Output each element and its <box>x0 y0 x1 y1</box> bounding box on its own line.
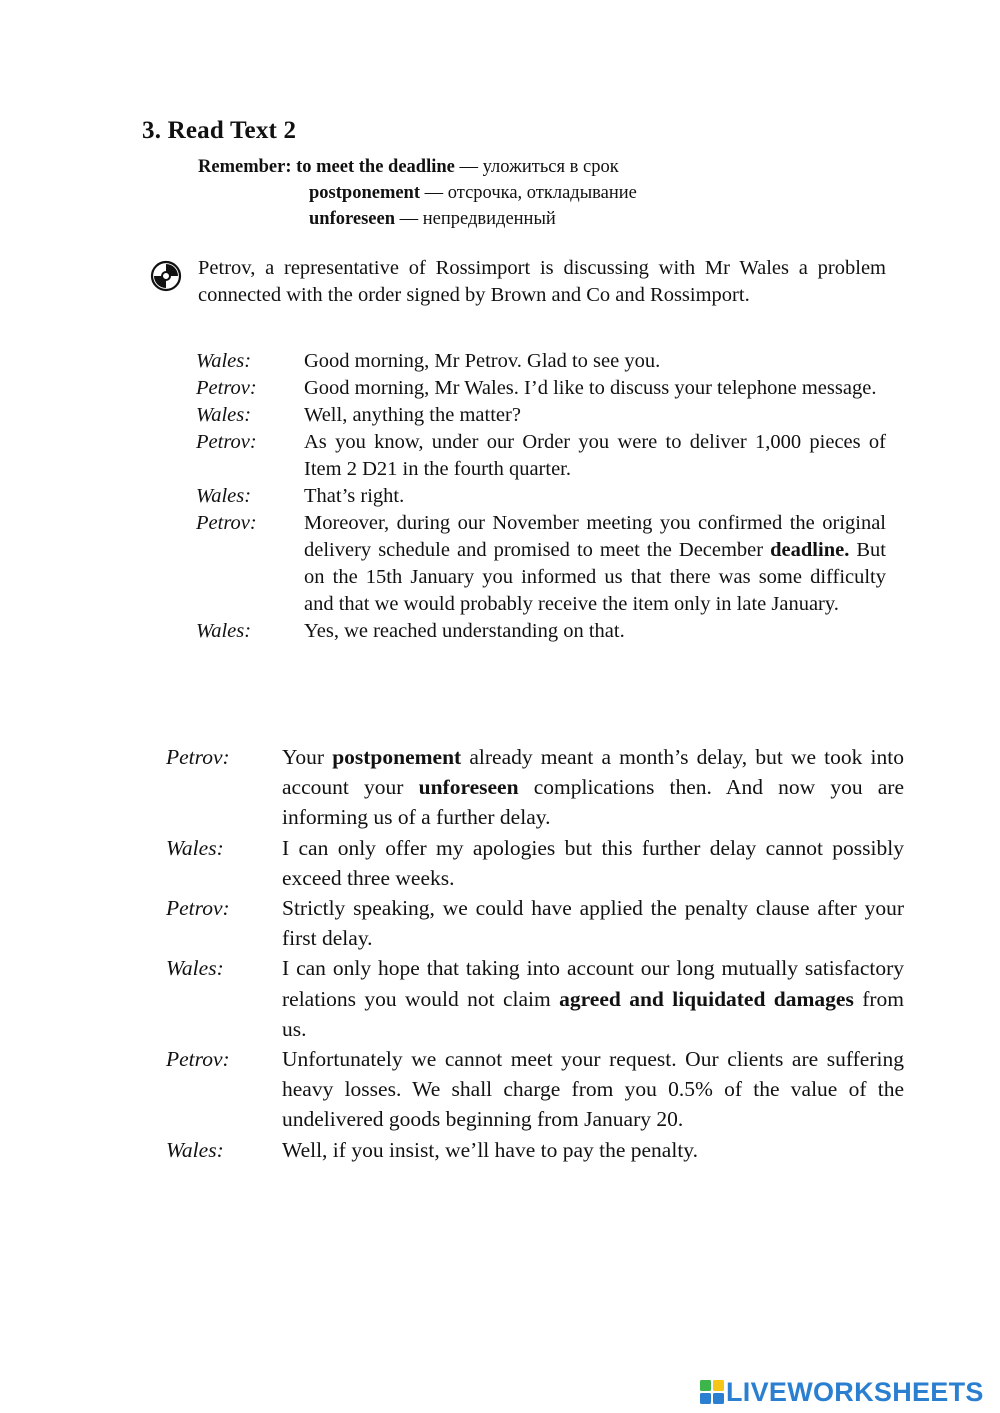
speaker-name: Petrov: <box>196 512 257 534</box>
speaker-name: Wales: <box>196 350 252 372</box>
dialogue-turn <box>196 402 886 429</box>
dialogue-turn <box>196 375 886 402</box>
speaker-name: Wales: <box>166 1137 224 1162</box>
remember-label: Remember: <box>198 157 292 177</box>
vocab-translation: — отсрочка, откладывание <box>424 183 637 203</box>
liveworksheets-logo-icon <box>700 1380 724 1404</box>
speaker-line: Unfortunately we cannot meet your request. Our clients are suffering heavy losses. We shall charge from you 0.5% of the value of the undelivered goods beginning from January 20. <box>282 1047 904 1132</box>
speaker-line <box>282 953 904 1044</box>
speaker-name: Wales: <box>166 956 224 981</box>
vocab-term: unforeseen <box>309 209 395 229</box>
dialogue-turn <box>166 953 904 1044</box>
line-text: complications then. And now you are informing us of a further delay. <box>282 775 904 830</box>
speaker-line: That’s right. <box>304 485 405 507</box>
speaker-name: Petrov: <box>166 896 230 921</box>
vocab-row <box>198 180 637 206</box>
dialogue-turn <box>166 893 904 953</box>
liveworksheets-logo[interactable] <box>700 1377 984 1407</box>
key-term: unforeseen <box>418 775 519 800</box>
vocab-translation: — непредвиденный <box>399 209 556 229</box>
speaker-name: Petrov: <box>196 431 257 453</box>
speaker-line <box>304 510 886 618</box>
speaker-line: Well, anything the matter? <box>304 404 521 426</box>
audio-disc-icon[interactable] <box>150 260 182 292</box>
line-text: I can only hope that taking into account our long mutually satisfactory relations you would not claim <box>282 956 904 1011</box>
speaker-name: Wales: <box>196 485 252 507</box>
line-text: from us. <box>282 986 905 1041</box>
speaker-line: Well, if you insist, we’ll have to pay the penalty. <box>282 1137 699 1162</box>
speaker-line: Good morning, Mr Wales. I’d like to discuss your telephone message. <box>304 377 877 399</box>
speaker-name: Petrov: <box>166 745 230 769</box>
dialogue-turn <box>166 1044 904 1135</box>
speaker-name: Petrov: <box>166 1047 230 1072</box>
vocabulary-box <box>198 154 637 232</box>
dialogue-turn <box>196 618 886 645</box>
dialogue-part-2 <box>166 742 904 1165</box>
key-term: deadline. <box>770 539 850 561</box>
dialogue-turn <box>166 1135 904 1165</box>
line-text: Your <box>282 745 333 769</box>
key-term: postponement <box>332 745 462 769</box>
speaker-line: Strictly speaking, we could have applied the penalty clause after your first delay. <box>282 896 904 951</box>
exercise-heading: 3. Read Text 2 <box>142 117 297 144</box>
dialogue-turn <box>166 833 904 893</box>
line-text: But on the 15th January you informed us that there was some difficulty and that we would probably receive the item only in late January. <box>304 539 886 615</box>
speaker-line: Good morning, Mr Petrov. Glad to see you. <box>304 350 661 372</box>
speaker-line <box>282 742 904 833</box>
line-text: already meant a month’s delay, but we took into account your <box>282 745 904 800</box>
key-term: agreed and liquidated damages <box>559 986 854 1011</box>
dialogue-intro: Petrov, a representative of Rossimport is discussing with Mr Wales a problem connected with the order signed by Brown and Co and Rossimport. <box>198 257 886 306</box>
vocab-translation: — уложиться в срок <box>459 157 619 177</box>
speaker-line: As you know, under our Order you were to deliver 1,000 pieces of Item 2 D21 in the fourth quarter. <box>304 431 886 480</box>
vocab-row <box>198 154 637 180</box>
speaker-line: I can only offer my apologies but this further delay cannot possibly exceed three weeks. <box>282 835 904 890</box>
speaker-name: Wales: <box>196 620 252 642</box>
speaker-name: Wales: <box>196 404 252 426</box>
dialogue-part-1 <box>196 348 886 645</box>
watermark-text: LIVEWORKSHEETS <box>726 1376 984 1407</box>
vocab-term: to meet the deadline <box>296 157 455 177</box>
speaker-line: Yes, we reached understanding on that. <box>304 620 625 642</box>
speaker-name: Petrov: <box>196 377 257 399</box>
vocab-row <box>198 206 637 232</box>
vocab-term: postponement <box>309 183 421 203</box>
dialogue-turn <box>196 429 886 483</box>
dialogue-turn <box>196 348 886 375</box>
dialogue-turn <box>166 742 904 833</box>
line-text: Moreover, during our November meeting you confirmed the original delivery schedule and promised to meet the December <box>304 512 886 561</box>
dialogue-turn <box>196 510 886 618</box>
speaker-name: Wales: <box>166 835 224 860</box>
dialogue-turn <box>196 483 886 510</box>
